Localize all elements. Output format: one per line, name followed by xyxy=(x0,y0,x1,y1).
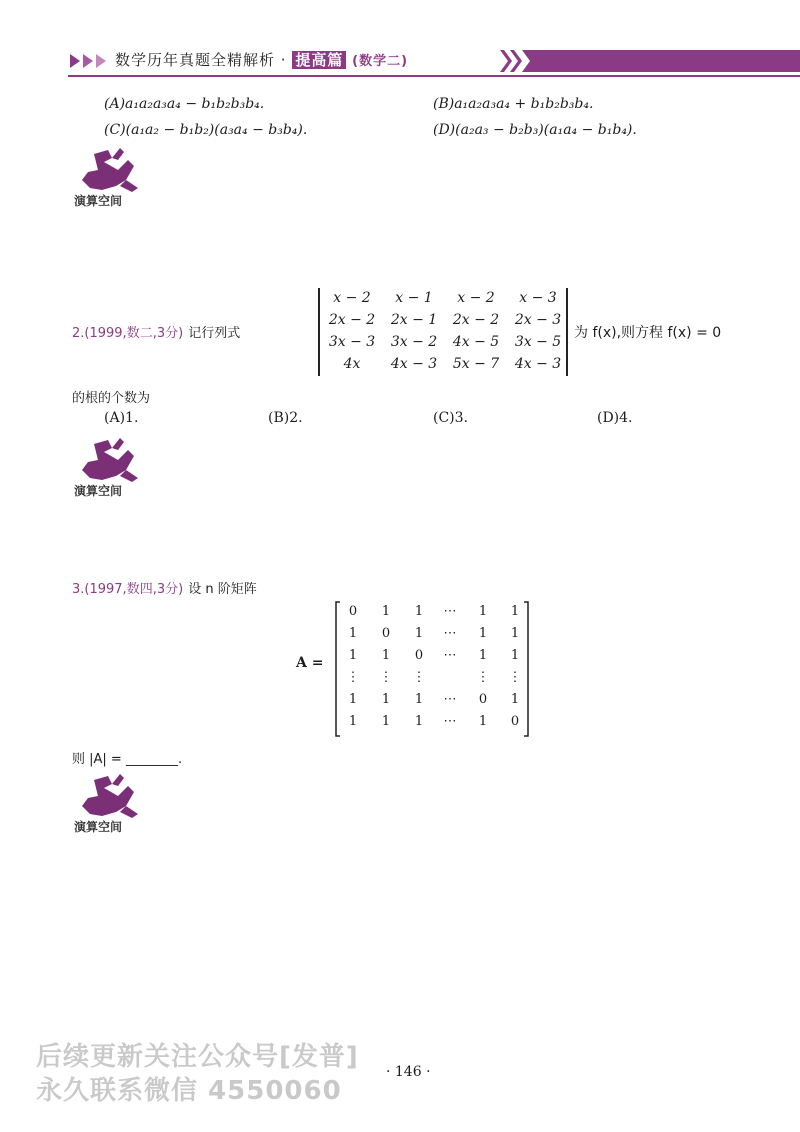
matrix-cell: 1 xyxy=(478,714,488,729)
matrix-cell: ⋮ xyxy=(379,670,393,685)
matrix-cell: ⋮ xyxy=(476,670,490,685)
det-cell: 2x − 2 xyxy=(452,312,500,328)
watermark-line-2: 永久联系微信 4550060 xyxy=(36,1076,342,1106)
det-cell: x − 2 xyxy=(457,290,495,306)
matrix-cell: 1 xyxy=(381,604,391,619)
matrix-cell: ⋯ xyxy=(443,604,457,619)
det-cell: 2x − 3 xyxy=(514,312,562,328)
q3-text: 设 n 阶矩阵 xyxy=(188,582,257,597)
q3-matrix-label: A = xyxy=(296,655,324,671)
det-cell: 3x − 2 xyxy=(390,334,438,350)
det-cell: 4x − 3 xyxy=(390,356,438,372)
det-cell: 3x − 5 xyxy=(514,334,562,350)
header-band-icon xyxy=(500,50,800,72)
q1-option-c: (C)(a₁a₂ − b₁b₂)(a₃a₄ − b₃b₄). xyxy=(104,122,308,138)
q2-determinant xyxy=(318,288,568,376)
header-arrows-icon xyxy=(70,52,110,70)
q2-option-a: (A)1. xyxy=(104,410,139,426)
matrix-cell: 0 xyxy=(381,626,391,641)
q2-header xyxy=(72,322,240,341)
matrix-cell: ⋮ xyxy=(412,670,426,685)
matrix-cell: ⋯ xyxy=(443,626,457,641)
q2-text-before: 记行列式 xyxy=(188,326,241,341)
det-cell: 2x − 2 xyxy=(328,312,376,328)
det-cell: x − 3 xyxy=(519,290,557,306)
stamp-caption: 演算空间 xyxy=(74,484,123,498)
scratch-space-stamp xyxy=(72,772,144,836)
det-cell: 4x − 5 xyxy=(452,334,500,350)
matrix-cell: 1 xyxy=(414,604,424,619)
q2-option-b: (B)2. xyxy=(268,410,303,426)
matrix-cell: 1 xyxy=(348,626,358,641)
page-number: · 146 · xyxy=(386,1064,431,1080)
det-cell: 4x − 3 xyxy=(514,356,562,372)
header-divider xyxy=(68,75,800,77)
matrix-cell: 0 xyxy=(348,604,358,619)
matrix-cell: 1 xyxy=(414,692,424,707)
matrix-cell: 1 xyxy=(510,648,520,663)
scratch-space-stamp xyxy=(72,436,144,500)
matrix-cell: ⋯ xyxy=(443,648,457,663)
det-left-bar xyxy=(318,288,320,376)
q1-option-b: (B)a₁a₂a₃a₄ + b₁b₂b₃b₄. xyxy=(433,96,594,112)
matrix-cell: ⋮ xyxy=(508,670,522,685)
header-subtitle: (数学二) xyxy=(352,54,409,69)
matrix-cell: 0 xyxy=(478,692,488,707)
det-cell: 4x xyxy=(343,356,361,372)
matrix-cell: 1 xyxy=(478,648,488,663)
q3-matrix xyxy=(338,600,528,740)
matrix-cell: ⋯ xyxy=(443,692,457,707)
q2-text-after: 为 f(x),则方程 f(x) = 0 xyxy=(574,325,722,341)
matrix-cell: 1 xyxy=(348,648,358,663)
q3-answer-prompt: 则 |A| = ________. xyxy=(72,752,183,767)
q2-text-continued: 的根的个数为 xyxy=(72,391,151,406)
q2-option-c: (C)3. xyxy=(433,410,468,426)
header-title-text: 数学历年真题全精解析 · xyxy=(115,51,287,69)
watermark-line-1: 后续更新关注公众号[发普] xyxy=(36,1042,359,1072)
header-title xyxy=(115,49,408,70)
scratch-space-stamp xyxy=(72,146,144,210)
q3-prefix: 3.(1997,数四,3分) xyxy=(72,582,184,597)
matrix-cell: 1 xyxy=(414,626,424,641)
matrix-cell: ⋯ xyxy=(443,714,457,729)
matrix-cell: 1 xyxy=(510,626,520,641)
q3-header xyxy=(72,578,257,597)
matrix-cell: 0 xyxy=(510,714,520,729)
matrix-cell: 0 xyxy=(414,648,424,663)
q1-option-d: (D)(a₂a₃ − b₂b₃)(a₁a₄ − b₁b₄). xyxy=(433,122,637,138)
matrix-cell: 1 xyxy=(348,714,358,729)
det-cell: x − 1 xyxy=(395,290,433,306)
q2-prefix: 2.(1999,数二,3分) xyxy=(72,326,184,341)
det-cell: 3x − 3 xyxy=(328,334,376,350)
det-cell: 2x − 1 xyxy=(390,312,438,328)
det-cell: x − 2 xyxy=(333,290,371,306)
matrix-cell: 1 xyxy=(414,714,424,729)
matrix-cell: 1 xyxy=(510,692,520,707)
det-cell: 5x − 7 xyxy=(452,356,500,372)
header-badge: 提高篇 xyxy=(292,51,346,69)
matrix-cell: 1 xyxy=(381,714,391,729)
matrix-cell: 1 xyxy=(381,692,391,707)
stamp-caption: 演算空间 xyxy=(74,194,123,208)
stamp-caption: 演算空间 xyxy=(74,820,123,834)
matrix-cell: ⋮ xyxy=(346,670,360,685)
q1-option-a: (A)a₁a₂a₃a₄ − b₁b₂b₃b₄. xyxy=(104,96,265,112)
q2-option-d: (D)4. xyxy=(597,410,633,426)
matrix-cell: 1 xyxy=(381,648,391,663)
matrix-cell: 1 xyxy=(348,692,358,707)
matrix-cell: 1 xyxy=(478,604,488,619)
matrix-cell: 1 xyxy=(510,604,520,619)
matrix-cell: 1 xyxy=(478,626,488,641)
